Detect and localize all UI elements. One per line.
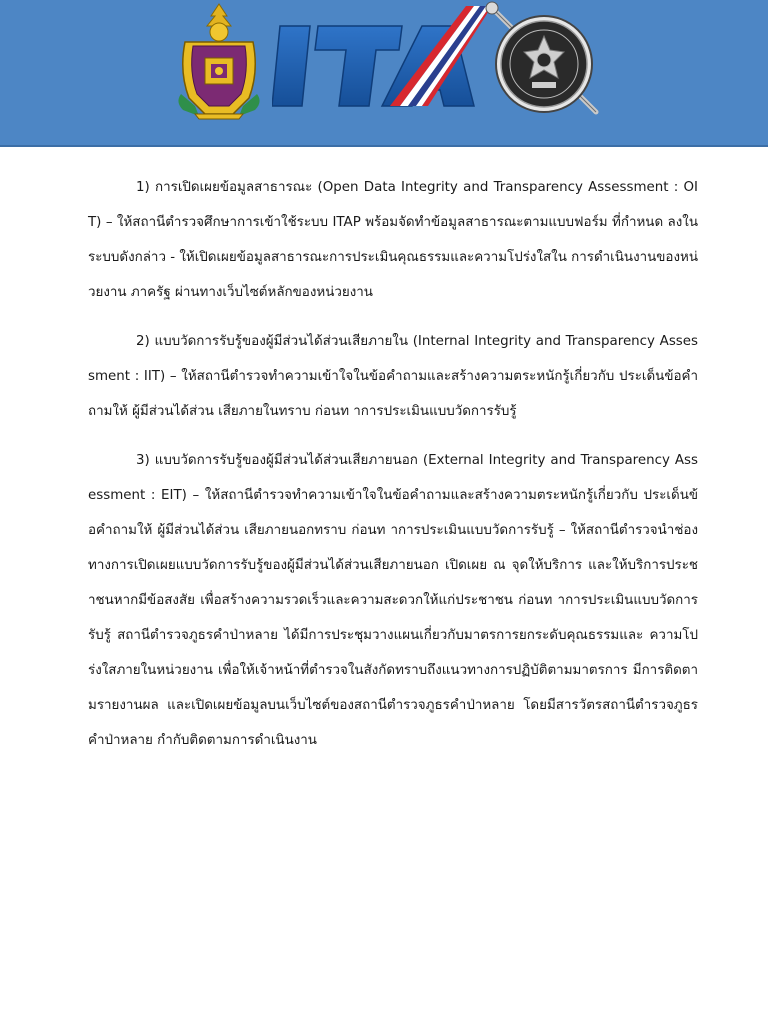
document-body: [88, 170, 698, 772]
paragraph-iit: 2) แบบวัดการรับรู้ของผู้มีส่วนได้ส่วนเสียภายใน (Internal Integrity and Transparency Assessment : IIT) – ให้สถานีตำรวจทำความเข้าใจในข้อคำถามและสร้างความตระหนักรู้เกี่ยวกับ ประเด็นข้อคำถามให้ ผู้มีส่วนได้ส่วน เสียภายในทราบ ก่อนท าการประเมินแบบวัดการรับรู้: [88, 334, 698, 419]
paragraph-oit: 1) การเปิดเผยข้อมูลสาธารณะ (Open Data Integrity and Transparency Assessment : OIT) – ให้สถานีตำรวจศึกษาการเข้าใช้ระบบ ITAP พร้อมจัดทำข้อมูลสาธารณะตามแบบฟอร์ม ที่กำหนด ลงในระบบดังกล่าว - ให้เปิดเผยข้อมูลสาธารณะการประเมินคุณธรรมและความโปร่งใสใน การดำเนินงานของหน่วยงาน ภาครัฐ ผ่านทางเว็บไซต์หลักของหน่วยงาน: [88, 180, 698, 300]
header-banner: [0, 0, 768, 147]
official-seal-icon: [478, 0, 608, 125]
police-emblem-icon: [175, 2, 263, 120]
ita-logo: [272, 6, 492, 110]
paragraph-eit: 3) แบบวัดการรับรู้ของผู้มีส่วนได้ส่วนเสียภายนอก (External Integrity and Transparency Assessment : EIT) – ให้สถานีตำรวจทำความเข้าใจในข้อคำถามและสร้างความตระหนักรู้เกี่ยวกับ ประเด็นข้อคำถามให้ ผู้มีส่วนได้ส่วน เสียภายนอกทราบ ก่อนท าการประเมินแบบวัดการรับรู้ – ให้สถานีตำรวจนำช่องทางการเปิดเผยแบบวัดการรับรู้ของผู้มีส่วนได้ส่วนเสียภายนอก เปิดเผย ณ จุดให้บริการ และให้บริการประชาชนหากมีข้อสงสัย เพื่อสร้างความรวดเร็วและความสะดวกให้แก่ประชาชน ก่อนท าการประเมินแบบวัดการรับรู้ สถานีตำรวจภูธรคำป่าหลาย ได้มีการประชุมวางแผนเกี่ยวกับมาตรการยกระดับคุณธรรมและ ความโปร่งใสภายในหน่วยงาน เพื่อให้เจ้าหน้าที่ตำรวจในสังกัดทราบถึงแนวทางการปฏิบัติตามมาตรการ มีการติดตามรายงานผล และเปิดเผยข้อมูลบนเว็บไซต์ของสถานีตำรวจภูธรคำป่าหลาย โดยมีสารวัตรสถานีตำรวจภูธรคำป่าหลาย กำกับติดตามการดำเนินงาน: [88, 453, 698, 748]
